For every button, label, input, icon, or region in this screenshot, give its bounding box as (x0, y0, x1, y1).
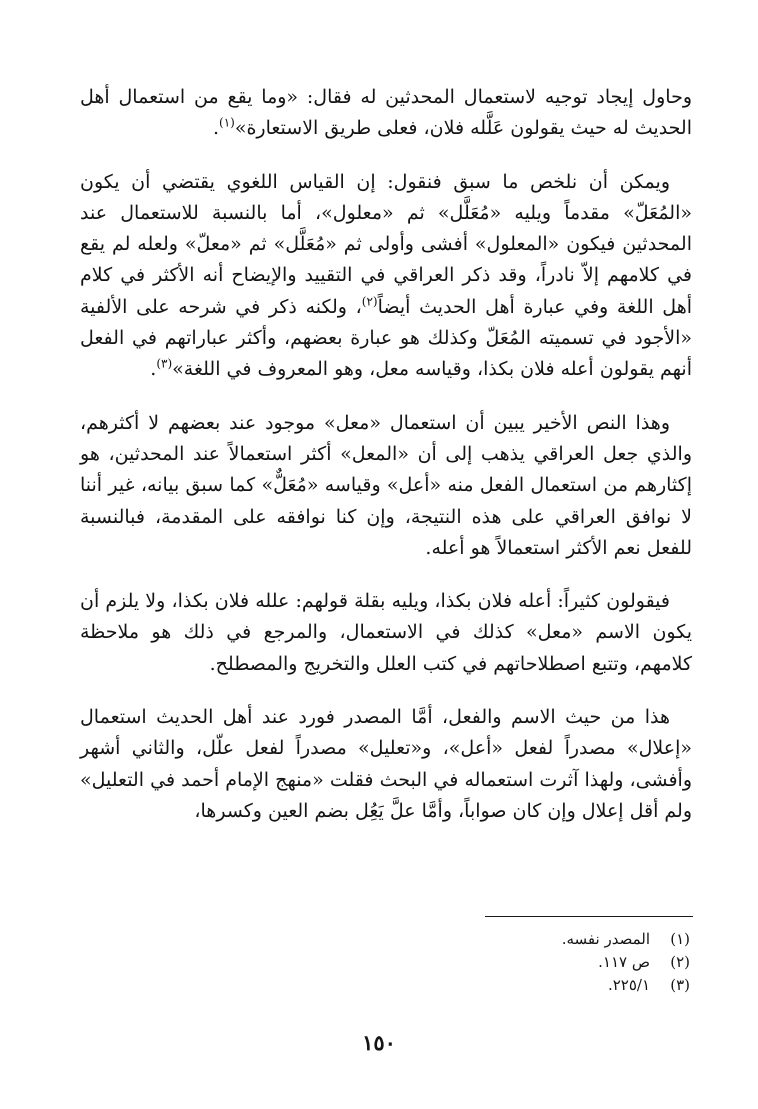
paragraph-3-text: وهذا النص الأخير يبين أن استعمال «معل» موجود عند بعضهم لا أكثرهم، والذي جعل العراقي يذهب إلى أن «المعل» أكثر استعمالاً عند المحدثين، هو إكثارهم من استعمال الفعل منه «أعل» وقياسه «مُعَلٌّ» كما سبق بيانه، غير أننا لا نوافق العراقي على هذه النتيجة، وإن كنا نوافقه على المقدمة، فبالنسبة للفعل نعم الأكثر استعمالاً هو أعله. (80, 411, 692, 559)
footnote-reference-1: (١) (219, 115, 235, 130)
footnote-3 (380, 974, 690, 997)
footnote-text: ص ١١٧. (598, 953, 650, 971)
footnote-1 (380, 928, 690, 951)
footnote-reference-3: (٣) (156, 357, 173, 372)
page-body (80, 82, 692, 849)
paragraph-5-text: هذا من حيث الاسم والفعل، أمَّا المصدر فورد عند أهل الحديث استعمال «إعلال» مصدراً لفعل «أعل»، و«تعليل» مصدراً لفعل علّل، والثاني أشهر وأفشى، ولهذا آثرت استعماله في البحث فقلت «منهج الإمام أحمد في التعليل» ولم أقل إعلال وإن كان صواباً، وأمَّا علَّ يَعُِل بضم العين وكسرها، (80, 706, 692, 822)
paragraph-5 (80, 702, 692, 827)
paragraph-1-text-a: وحاول إيجاد توجيه لاستعمال المحدثين له فقال: «وما يقع من استعمال أهل الحديث له حيث يقولون عَلَّله فلان، فعلى طريق الاستعارة» (80, 86, 692, 140)
footnotes (380, 928, 690, 997)
footnote-number: (١) (670, 930, 690, 948)
paragraph-4 (80, 586, 692, 680)
paragraph-2-text-a: ويمكن أن نلخص ما سبق فنقول: إن القياس اللغوي يقتضي أن يكون «المُعَلّ» مقدماً ويليه «مُعَلَّل» ثم «معلول»، أما بالنسبة للاستعمال عند المحدثين فيكون «المعلول» أفشى وأولى ثم «مُعَلَّل» ثم «معلّ» ولعله لم يقع في كلامهم إلاّ نادراً، وقد ذكر العراقي في التقييد والإيضاح أنه الأكثر في كلام أهل اللغة وفي عبارة أهل الحديث أيضاً (80, 170, 692, 318)
paragraph-3 (80, 408, 692, 564)
paragraph-1 (80, 82, 692, 145)
paragraph-2-text-b: ، ولكنه ذكر في شرحه على الألفية «الأجود في تسميته المُعَلّ وكذلك هو عبارة بعضهم، وأكثر عباراتهم في الفعل أنهم يقولون أعله فلان بكذا، وقياسه معل، وهو المعروف في اللغة» (80, 295, 692, 381)
footnote-2 (380, 951, 690, 974)
paragraph-2-text-c: . (150, 358, 157, 381)
footnote-number: (٢) (670, 953, 690, 971)
footnote-reference-2: (٢) (361, 294, 378, 309)
footnote-text: ٢٢٥/١. (607, 976, 650, 994)
paragraph-1-text-b: . (212, 117, 220, 140)
footnote-separator (485, 916, 693, 917)
page-number: ١٥٠ (362, 1030, 396, 1055)
paragraph-4-text: فيقولون كثيراً: أعله فلان بكذا، ويليه بقلة قولهم: علله فلان بكذا، ولا يلزم أن يكون الاسم «معل» كذلك في الاستعمال، والمرجع في ذلك هو ملاحظة كلامهم، وتتبع اصطلاحاتهم في كتب العلل والتخريج والمصطلح. (80, 590, 692, 675)
footnote-number: (٣) (670, 976, 690, 994)
paragraph-2 (80, 167, 692, 386)
footnote-text: المصدر نفسه. (561, 930, 650, 948)
